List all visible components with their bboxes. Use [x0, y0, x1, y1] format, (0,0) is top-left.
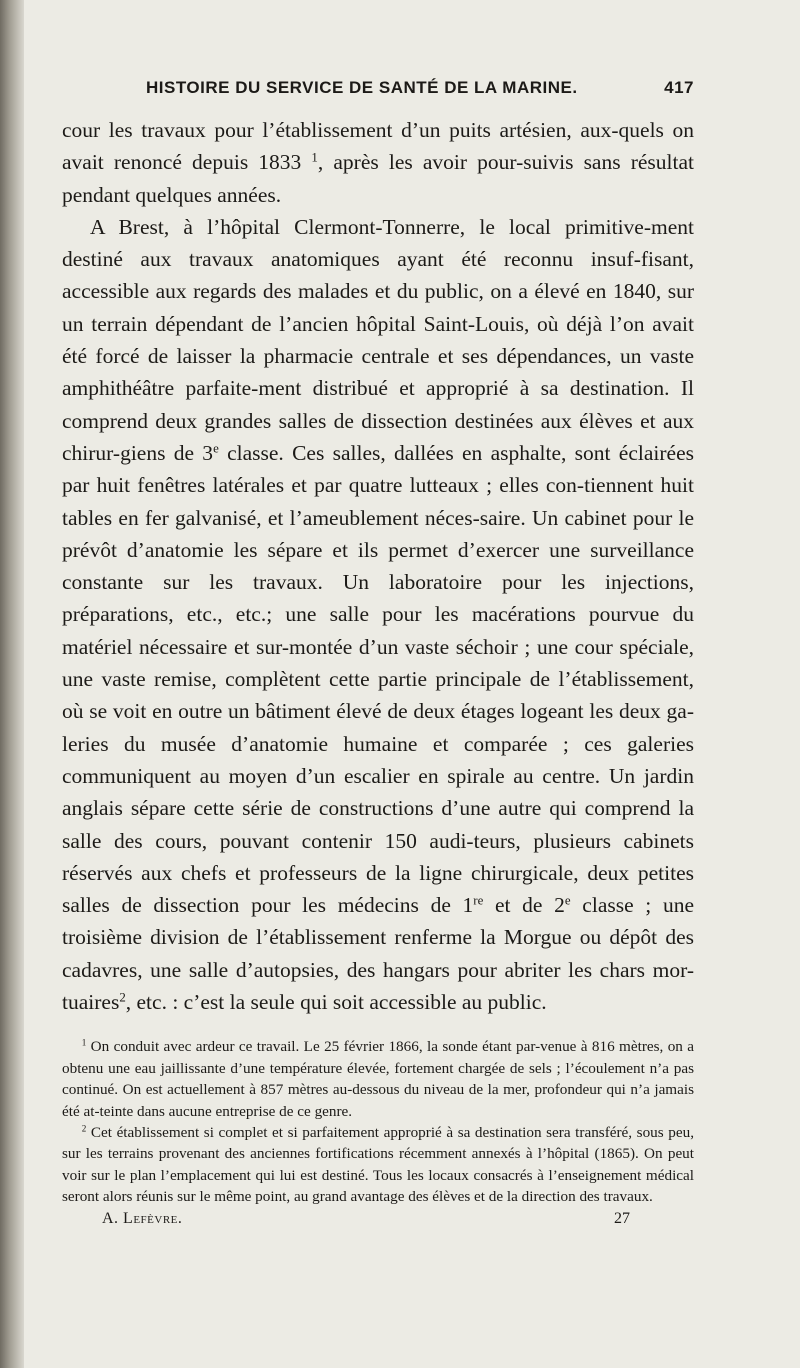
text-span: , etc. : c’est la seule qui soit accessible au public.	[125, 990, 547, 1015]
signature-number: 27	[614, 1209, 630, 1227]
text-span: classe ; une troisième division de l’établissement renferme la Morgue ou dépôt des cadavres, une salle d’autopsies, des hangars pour abriter les chars mor-tuaires	[62, 893, 694, 1015]
ordinal-superscript: re	[473, 893, 484, 908]
main-text	[62, 114, 694, 1018]
footnote-ref-1: 1	[311, 150, 318, 165]
book-page	[62, 78, 694, 1228]
text-span: cour les travaux pour l’établissement d’un puits artésien, aux-quels on avait renoncé depuis 1833	[62, 118, 694, 175]
text-span: et de 2	[483, 893, 565, 918]
footnote-text: Cet établissement si complet et si parfaitement approprié à sa destination sera transféré, sous peu, sur les terrains provenant des anciennes fortifications récemment annexés à l’hôpital (1865). On peut voir sur le plan l’emplacement qui lui est destiné. Tous les locaux consacrés à l’enseignement médical seront alors réunis sur le même point, au grand avantage des élèves et de la direction des travaux.	[62, 1123, 694, 1206]
running-head	[62, 78, 694, 108]
paragraph-1	[62, 114, 694, 211]
footnotes	[62, 1036, 694, 1207]
footnote-ref-2: 2	[119, 990, 126, 1005]
printer-signature: A. Lefèvre.	[102, 1209, 183, 1227]
footnote-mark-2: 2	[81, 1123, 87, 1134]
signature-line	[62, 1210, 694, 1228]
running-head-title: HISTOIRE DU SERVICE DE SANTÉ DE LA MARINE.	[146, 78, 578, 97]
page-number: 417	[664, 78, 694, 97]
text-span: A Brest, à l’hôpital Clermont-Tonnerre, le local primitive-ment destiné aux travaux anatomiques ayant été reconnu insuf-fisant, accessible aux regards des malades et du public, on a élevé en 1840, sur un terrain dépendant de l’ancien hôpital Saint-Louis, où déjà l’on avait été forcé de laisser la pharmacie centrale et ses dépendances, un vaste amphithéâtre parfaite-ment distribué et approprié à sa destination. Il comprend deux grandes salles de dissection destinées aux élèves et aux chirur-giens de 3	[62, 214, 694, 465]
text-span: , après les avoir pour-suivis sans résultat pendant quelques années.	[62, 150, 694, 207]
footnote-text: On conduit avec ardeur ce travail. Le 25 février 1866, la sonde étant par-venue à 816 mètres, on a obtenu une eau jaillissante d’une température élevée, fortement chargée de sels ; l’écoulement n’a pas continué. On est actuellement à 857 mètres au-dessous du niveau de la mer, profondeur qui n’a jamais été at-teinte dans aucune entreprise de ce genre.	[62, 1038, 694, 1120]
footnote-2	[62, 1122, 694, 1208]
paragraph-2	[62, 211, 694, 1018]
ordinal-superscript: e	[564, 893, 571, 908]
text-span: classe. Ces salles, dallées en asphalte, sont éclairées par huit fenêtres latérales et par quatre lutteaux ; elles con-tiennent huit tables en fer galvanisé, et l’ameublement néces-saire. Un cabinet pour le prévôt d’anatomie les sépare et ils permet d’exercer une surveillance constante sur les travaux. Un laboratoire pour les injections, préparations, etc., etc.; une salle pour les macérations pourvue du matériel nécessaire et sur-montée d’un vaste séchoir ; une cour spéciale, une vaste remise, complètent cette partie principale de l’établissement, où se voit en outre un bâtiment élevé de deux étages logeant les deux ga-leries du musée d’anatomie humaine et comparée ; ces galeries communiquent au moyen d’un escalier en spirale au centre. Un jardin anglais sépare cette série de constructions d’une autre qui comprend la salle des cours, pouvant contenir 150 audi-teurs, plusieurs cabinets réservés aux chefs et professeurs de la ligne chirurgicale, deux petites salles de dissection pour les médecins de 1	[62, 440, 694, 918]
page-edge-shadow	[0, 0, 24, 1368]
ordinal-superscript: e	[213, 441, 219, 456]
footnote-1	[62, 1036, 694, 1122]
footnote-mark-1: 1	[81, 1037, 87, 1048]
